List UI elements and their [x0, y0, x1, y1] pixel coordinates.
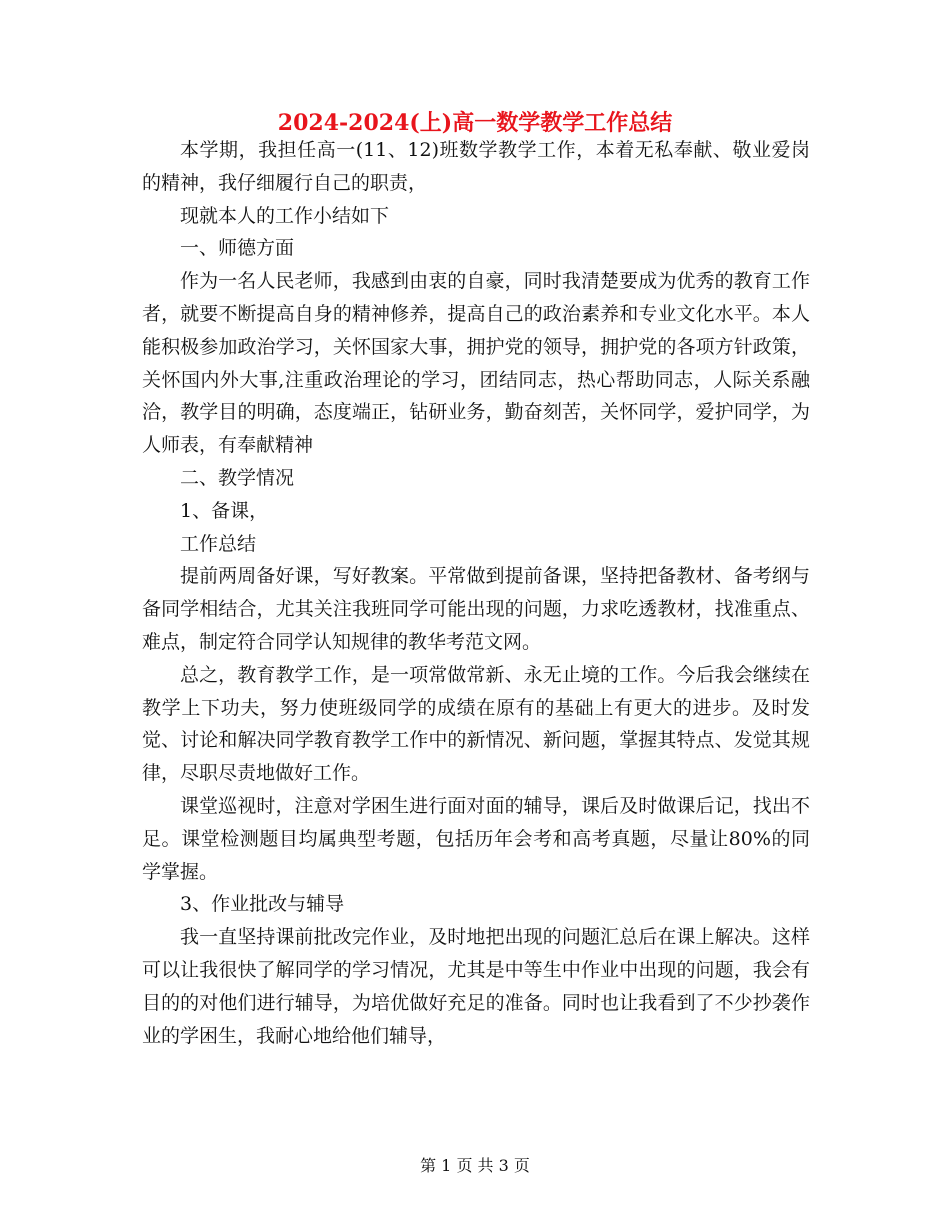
- page-footer: 第 1 页 共 3 页: [420, 1156, 530, 1175]
- paragraph-2: 现就本人的工作小结如下: [180, 204, 390, 227]
- subheading-homework: 3、作业批改与辅导: [180, 893, 345, 916]
- paragraph-homework: 我一直坚持课前批改完作业，及时地把出现的问题汇总后在课上解决。这样可以让我很快了解同学的学习情况，尤其是中等生中作业中出现的问题，我会有目的的对他们进行辅导，为培优做好充足的准备。同时也让我看到了不少抄袭作业的学困生，我耐心地给他们辅导，: [142, 926, 810, 1047]
- subheading-lesson-prep: 1、备课，: [180, 499, 269, 522]
- document-body: [142, 134, 810, 1052]
- document-title: 2024-2024(上)高一数学教学工作总结: [277, 110, 673, 136]
- subheading-work-summary: 工作总结: [180, 532, 257, 555]
- section-heading-ethics: 一、师德方面: [180, 237, 295, 260]
- paragraph-classroom: 课堂巡视时，注意对学困生进行面对面的辅导，课后及时做课后记，找出不足。课堂检测题目均属典型考题，包括历年会考和高考真题，尽量让80%的同学掌握。: [142, 794, 810, 883]
- paragraph-1: 本学期，我担任高一(11、12)班数学教学工作，本着无私奉献、敬业爱岗的精神，我仔细履行自己的职责，: [142, 139, 810, 194]
- section-heading-teaching: 二、教学情况: [180, 466, 295, 489]
- paragraph-ethics: 作为一名人民老师，我感到由衷的自豪，同时我清楚要成为优秀的教育工作者，就要不断提高自身的精神修养，提高自己的政治素养和专业文化水平。本人能积极参加政治学习，关怀国家大事，拥护党的领导，拥护党的各项方针政策，关怀国内外大事,注重政治理论的学习，团结同志，热心帮助同志，人际关系融洽，教学目的明确，态度端正，钻研业务，勤奋刻苦，关怀同学，爱护同学，为人师表，有奉献精神: [142, 270, 810, 457]
- paragraph-lesson-prep: 提前两周备好课，写好教案。平常做到提前备课，坚持把备教材、备考纲与备同学相结合，尤其关注我班同学可能出现的问题，力求吃透教材，找准重点、难点，制定符合同学认知规律的教华考范文网。: [142, 565, 810, 653]
- paragraph-conclusion: 总之，教育教学工作，是一项常做常新、永无止境的工作。今后我会继续在教学上下功夫，努力使班级同学的成绩在原有的基础上有更大的进步。及时发觉、讨论和解决同学教育教学工作中的新情况、新问题，掌握其特点、发觉其规律，尽职尽责地做好工作。: [142, 663, 810, 785]
